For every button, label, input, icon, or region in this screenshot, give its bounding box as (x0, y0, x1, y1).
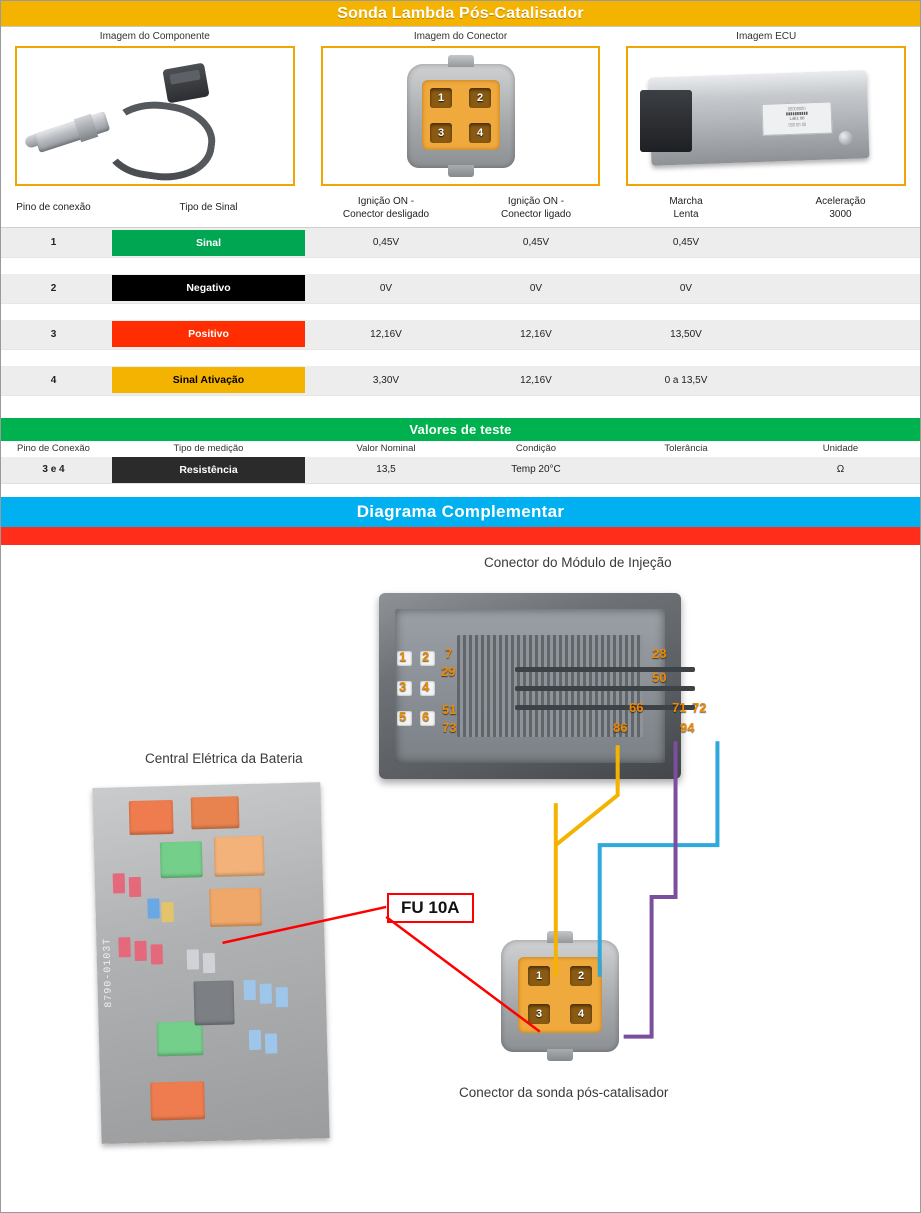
test-values-banner: Valores de teste (1, 418, 920, 441)
test-header-tolerance: Tolerância (664, 442, 708, 454)
ecu-pin-7: 7 (445, 646, 453, 661)
sensor-pin-3-label: 3 (535, 1008, 543, 1020)
sensor-pin-3 (518, 995, 560, 1033)
connector-image-caption: Imagem do Conector (413, 31, 508, 42)
connector-image-cell (321, 31, 601, 186)
page-title-bar (1, 1, 920, 27)
sensor-pin-grid (518, 957, 602, 1033)
table-row (1, 320, 920, 350)
ecu-pin-73: 73 (442, 720, 457, 735)
header-idle-line2: Lenta (673, 208, 699, 220)
connector-pin-4 (461, 115, 500, 150)
connector-pin-1-label: 1 (437, 91, 445, 104)
connector-shell (407, 64, 515, 168)
sensor-pin-4 (560, 995, 602, 1033)
ecu-pin-66: 66 (629, 700, 644, 715)
row-4-v4 (761, 366, 920, 396)
test-table-spacer (1, 483, 920, 497)
row-1-v3: 0,45V (611, 228, 761, 258)
table-spacer (1, 258, 920, 274)
header-idle-line1: Marcha (669, 196, 703, 207)
ecu-pin-1: 1 (399, 649, 407, 664)
header-signal-type: Tipo de Sinal (106, 192, 311, 228)
test-row-nominal: 13,5 (311, 457, 461, 484)
row-4-signal-cell (106, 366, 311, 396)
header-ign-on-connected-line1: Ignição ON - (507, 196, 565, 207)
ecu-pin-72: 72 (692, 700, 707, 715)
component-image-cell (15, 31, 295, 186)
sensor-connector-shell (501, 940, 619, 1052)
header-pin: Pino de conexão (1, 192, 106, 228)
header-ign-on-connected-line2: Conector ligado (500, 208, 572, 220)
row-3-v4 (761, 320, 920, 350)
connector-pin-1 (422, 80, 461, 115)
header-ign-on-connected (461, 192, 611, 228)
sensor-body (34, 111, 111, 153)
row-2-signal-cell (106, 274, 311, 304)
header-ign-on-disconnected-line1: Ignição ON - (357, 196, 415, 207)
test-header-unit: Unidade (822, 442, 859, 454)
row-2-v2: 0V (461, 274, 611, 304)
diagram-area (1, 545, 920, 1210)
page-title: Sonda Lambda Pós-Catalisador (337, 4, 584, 22)
test-header-pin: Pino de Conexão (17, 442, 90, 454)
ecu-pin-86: 86 (613, 720, 628, 735)
ecu-pin-6: 6 (422, 709, 430, 724)
test-row-condition: Temp 20°C (461, 457, 611, 484)
row-4-signal-chip: Sinal Ativação (112, 367, 305, 393)
red-divider (1, 527, 920, 545)
connector-inner (422, 80, 500, 150)
test-row-pin: 3 e 4 (1, 457, 106, 484)
sensor-cable (100, 95, 220, 186)
row-2-v4 (761, 274, 920, 304)
row-3-signal-cell (106, 320, 311, 350)
diagram-banner: Diagrama Complementar (1, 497, 920, 527)
ecu-pin-50: 50 (652, 670, 667, 685)
connector-drawing (407, 64, 515, 168)
table-row (1, 366, 920, 396)
ecu-pin-29: 29 (441, 664, 456, 679)
ecu-connector-block (640, 90, 692, 152)
connector-pin-4-label: 4 (476, 126, 484, 139)
ecu-pin-4: 4 (422, 679, 430, 694)
row-2-v1: 0V (311, 274, 461, 304)
connector-pin-3-label: 3 (437, 126, 445, 139)
row-4-pin: 4 (1, 366, 106, 396)
test-header-nominal: Valor Nominal (356, 442, 416, 454)
row-1-pin: 1 (1, 228, 106, 258)
row-1-v1: 0,45V (311, 228, 461, 258)
test-table-row (1, 457, 920, 484)
row-2-pin: 2 (1, 274, 106, 304)
row-4-v3: 0 a 13,5V (611, 366, 761, 396)
images-row (1, 27, 920, 192)
table-spacer (1, 350, 920, 366)
row-2-signal-chip: Negativo (112, 275, 305, 301)
sensor-pin-2-label: 2 (577, 970, 585, 982)
signal-table-header-row (1, 192, 920, 228)
ecu-pin-94: 94 (680, 720, 695, 735)
ecu-pin-2: 2 (422, 649, 430, 664)
ecu-pin-28: 28 (652, 646, 667, 661)
row-1-v4 (761, 228, 920, 258)
component-image-frame (15, 46, 295, 186)
connector-image-frame (321, 46, 601, 186)
fuse-box-graphic: 8790-0103T (92, 782, 329, 1144)
sensor-pin-4-label: 4 (577, 1008, 585, 1020)
row-4-v2: 12,16V (461, 366, 611, 396)
test-header-condition: Condição (515, 442, 557, 454)
row-3-pin: 3 (1, 320, 106, 350)
row-3-v2: 12,16V (461, 320, 611, 350)
test-table-header-row (1, 441, 920, 457)
row-3-signal-chip: Positivo (112, 321, 305, 347)
table-row (1, 228, 920, 258)
signal-table (1, 192, 920, 418)
header-acceleration (761, 192, 920, 228)
connector-pin-2 (461, 80, 500, 115)
ecu-pin-3: 3 (399, 679, 407, 694)
header-acceleration-line1: Aceleração (815, 196, 866, 207)
ecu-sticker: ▯▯▯▯▯▯▯▯ ▮▮▮▮▮▮▮▮▮▮ L4E1 00 ▯▯▯ ▯▯ ▯▯ (762, 101, 833, 135)
battery-box-label: Central Elétrica da Bateria (145, 751, 303, 766)
row-3-v3: 13,50V (611, 320, 761, 350)
ecu-connector-inner (395, 609, 665, 763)
ecu-pin-71: 71 (672, 700, 687, 715)
connector-pin-3 (422, 115, 461, 150)
sensor-pin-1 (518, 957, 560, 995)
ecu-connector-label: Conector do Módulo de Injeção (484, 555, 672, 570)
test-header-measure-type: Tipo de medição (173, 442, 244, 454)
ecu-pin-5: 5 (399, 709, 407, 724)
table-spacer (1, 396, 920, 418)
purple-wire (624, 741, 676, 1036)
test-row-measure-chip: Resistência (112, 457, 305, 483)
header-ign-on-disconnected-line2: Conector desligado (342, 208, 430, 220)
ecu-pin-51: 51 (442, 702, 457, 717)
row-4-v1: 3,30V (311, 366, 461, 396)
sensor-pin-2 (560, 957, 602, 995)
sensor-connector-label: Conector da sonda pós-catalisador (459, 1085, 669, 1100)
ecu-image-caption: Imagem ECU (736, 31, 797, 42)
row-3-v1: 12,16V (311, 320, 461, 350)
connector-pin-2-label: 2 (476, 91, 484, 104)
ecu-bus-bars (515, 667, 695, 711)
sensor-connector (162, 63, 209, 104)
sensor-pin-1-label: 1 (535, 970, 543, 982)
ecu-knob (839, 131, 853, 145)
row-1-signal-cell (106, 228, 311, 258)
sensor-connector-graphic (501, 940, 619, 1052)
row-1-v2: 0,45V (461, 228, 611, 258)
test-row-unit: Ω (761, 457, 920, 484)
test-row-tolerance (611, 457, 761, 484)
test-row-measure-cell (106, 457, 311, 484)
row-2-v3: 0V (611, 274, 761, 304)
header-idle (611, 192, 761, 228)
header-acceleration-line2: 3000 (829, 208, 852, 220)
table-spacer (1, 304, 920, 320)
header-ign-on-disconnected (311, 192, 461, 228)
ecu-image-cell (626, 31, 906, 186)
table-row (1, 274, 920, 304)
component-image-caption: Imagem do Componente (99, 31, 210, 42)
sensor-connector-inner (518, 957, 602, 1033)
row-1-signal-chip: Sinal (112, 230, 305, 256)
fuse-callout: FU 10A (387, 893, 474, 923)
ecu-image-frame (626, 46, 906, 186)
connector-pin-grid (422, 80, 500, 150)
test-values-table (1, 441, 920, 498)
